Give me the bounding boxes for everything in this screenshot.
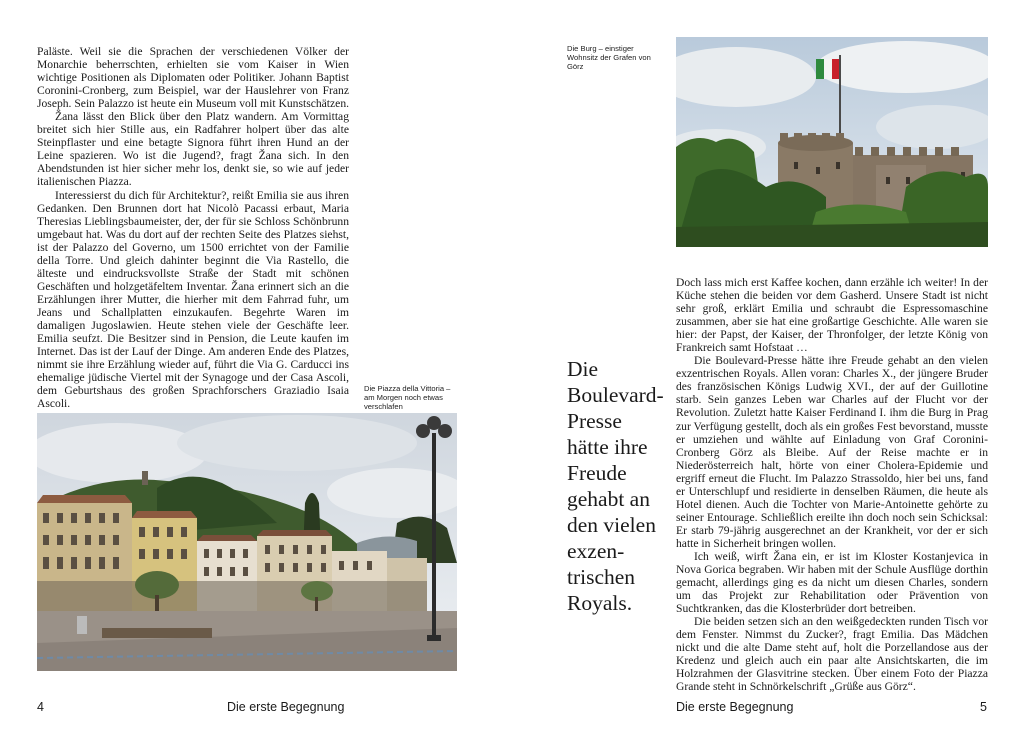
running-title: Die erste Begegnung bbox=[227, 700, 345, 714]
pull-quote-line: Presse bbox=[567, 409, 622, 433]
pull-quote bbox=[567, 356, 677, 616]
paragraph: Die Boulevard-Presse hätte ihre Freude gehabt an den vielen exzentrischen Royals. Allen voran: Charles X., der jüngere Bruder des französischen Königs Ludwig XVI., der auf der Guillotine starb. Sein ganzes Leben war Charles auf der Flucht vor der Revolution. Zuletzt hatte Kaiser Ferdinand I. ihm die Burg in Prag zur Verfügung gestellt, doch als ein großes Fest bevorstand, musste er umziehen und wählte auf Einladung von Graf Coronini-Cronberg Görz als Bleibe. Auf der Reise machte er in Niederösterreich halt, hörte von einer Cholera-Epidemie und ergriff erneut die Flucht. Im Palazzo Strassoldo, hier bei uns, fand er Unterschlupf und residierte in denselben Räumen, die heute als Hotel dienen. Auch die Tochter von Marie-Antoinette gehörte zu seiner Entourage. Schließlich ereilte ihn doch noch sein Schicksal: Er starb 79-jährig ausgerechnet an der Krankheit, vor der er sich hatte in Sicherheit bringen wollen. bbox=[676, 354, 988, 550]
pull-quote-line: Royals. bbox=[567, 591, 633, 615]
pull-quote-line: gehabt an bbox=[567, 487, 650, 511]
pull-quote-line: Die bbox=[567, 357, 599, 381]
paragraph: Doch lass mich erst Kaffee kochen, dann erzähle ich weiter! In der Küche stehen die beiden vor dem Gasherd. Unsere Stadt ist nicht sehr groß, erklärt Emilia und schraubt die Espressomaschine zusammen, aber sie hat eine großartige Geschichte. Alle waren sie hier: der Papst, der Kaiser, der Thronfolger, der letzte König von Frankreich samt Hofstaat … bbox=[676, 276, 988, 355]
page-number: 4 bbox=[37, 700, 44, 714]
running-title: Die erste Begegnung bbox=[676, 700, 794, 714]
pull-quote-line: trischen bbox=[567, 565, 636, 589]
pull-quote-line: exzen- bbox=[567, 539, 625, 563]
paragraph: Interessierst du dich für Architektur?, reißt Emilia sie aus ihren Gedanken. Den Brunnen dort hat Nicolò Pacassi erbaut, Maria Theresias Lieblingsbaumeister, der, der für sie Schloss Schönbrunn umgebaut hat. Was du dort auf der rechten Seite des Platzes siehst, ist der Palazzo del Governo, um 1500 errichtet von der Familie della Torre. Und gleich dahinter beginnt die Via Rastello, die älteste und eindrucksvollste Straße der Stadt mit schönen Geschäften und holzgetäfeltem Inventar. Žana erinnert sich an die Erzählungen ihrer Mutter, die hierher mit dem Fahrrad fuhr, um Jeans und Schallplatten einzukaufen. Begehrte Waren im damaligen Jugoslawien. Heute stehen viele der Geschäfte leer. Emilia seufzt. Die Besitzer sind in Pension, die Leute kaufen im Internet. Das ist der Lauf der Dinge. Am anderen Ende des Platzes, nimmt sie ihre Erzählung wieder auf, führt die Via G. Carducci ins ehemalige jüdische Viertel mit der Synagoge und der Casa Ascoli, dem Geburtshaus des großen Sprachforschers Graziadio Isaia Ascoli. bbox=[37, 188, 349, 411]
pull-quote-line: Boulevard- bbox=[567, 383, 664, 407]
pull-quote-line: hätte ihre bbox=[567, 435, 648, 459]
right-body-text bbox=[676, 276, 988, 694]
castle-illustration bbox=[676, 37, 988, 247]
piazza-caption: Die Piazza della Vittoria – am Morgen noch etwas verschlafen bbox=[364, 384, 451, 411]
paragraph: Ich weiß, wirft Žana ein, er ist im Kloster Kostanjevica in Nova Gorica begraben. Wir haben mit der Schule Ausflüge dorthin gemacht, allerdings ging es da nicht um diesen Charles, sondern um das Projekt zur Rehabilitation oder Prävention von Suchtkranken, das die Klosterbrüder dort betreiben. bbox=[676, 549, 988, 616]
pull-quote-line: Freude bbox=[567, 461, 627, 485]
page-number: 5 bbox=[980, 700, 987, 714]
castle-caption: Die Burg – einstiger Wohnsitz der Grafen von Görz bbox=[567, 44, 651, 71]
paragraph: Žana lässt den Blick über den Platz wandern. Am Vormittag breitet sich hier Stille aus, ein Radfahrer holpert über das alte Steinpflaster und eine betagte Signora führt ihren Hund an der Leine spazieren. Wo ist die Jugend?, fragt Žana sich. In den Abendstunden ist hier sicher mehr los, denkt sie, so wie auf jeder italienischen Piazza. bbox=[37, 110, 349, 189]
paragraph: Paläste. Weil sie die Sprachen der verschiedenen Völker der Monarchie beherrschten, erhielten sie vom Kaiser in Wien wichtige Positionen als Diplomaten oder Politiker. Johann Baptist Coronini-Cronberg, zum Beispiel, war der Hauslehrer von Franz Joseph. Sein Palazzo ist heute ein Museum voll mit Kunstschätzen. bbox=[37, 45, 350, 111]
pull-quote-line: den vielen bbox=[567, 513, 656, 537]
castle-photo bbox=[676, 37, 988, 247]
paragraph: Die beiden setzen sich an den weißgedeckten runden Tisch vor dem Fenster. Nimmst du Zucker?, fragt Emilia. Das Mädchen nickt und die alte Dame steht auf, holt die Porzellandose aus der Kredenz und gleich auch ein paar alte Ansichtskarten, die im Holzrahmen der Glasvitrine stecken. Über einem Foto der Piazza Grande steht in Schnörkelschrift „Grüße aus Görz“. bbox=[676, 615, 988, 694]
